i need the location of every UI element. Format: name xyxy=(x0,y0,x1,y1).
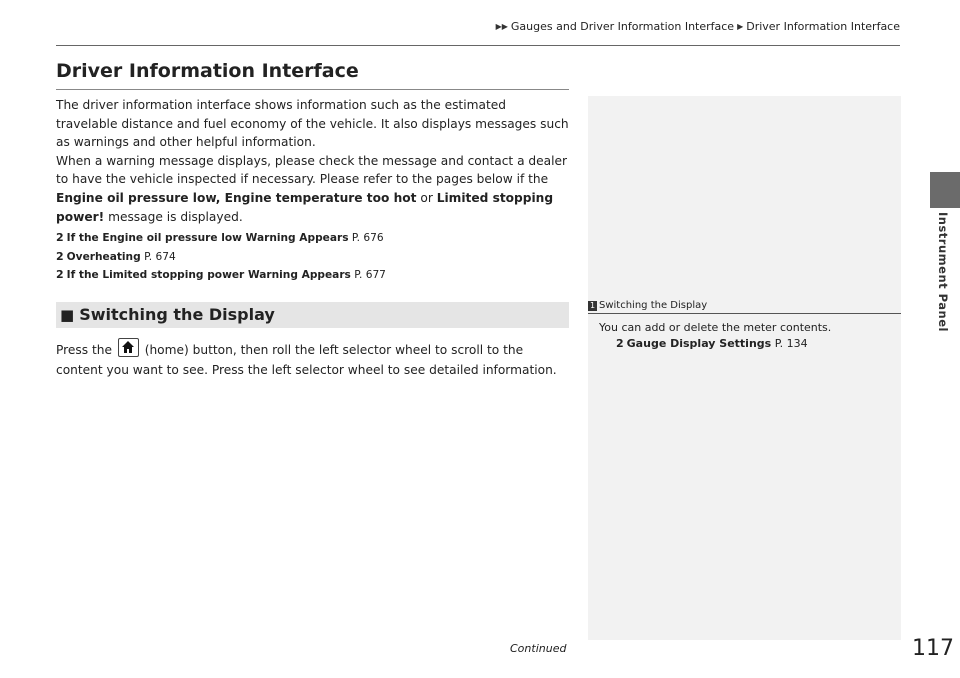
reference-page: P. 674 xyxy=(144,250,176,263)
home-icon xyxy=(118,338,139,357)
intro-bold-2: Limited stopping power! xyxy=(56,190,554,224)
intro-bold-1: Engine oil pressure low, Engine temperature too hot xyxy=(56,190,417,205)
section-title: Switching the Display xyxy=(79,305,275,325)
reference-page: P. 677 xyxy=(354,269,386,282)
note-reference-label: Gauge Display Settings xyxy=(626,337,772,350)
triangle-right-icon: ▶ xyxy=(737,22,744,31)
cross-reference-icon: 2 xyxy=(616,337,624,350)
page-number: 117 xyxy=(912,636,954,661)
reference-list xyxy=(56,229,569,285)
section-square-icon: ■ xyxy=(60,305,75,324)
reference-link-limited-stopping[interactable] xyxy=(56,266,569,285)
section-text-start: Press the xyxy=(56,342,116,357)
note-text: You can add or delete the meter contents. xyxy=(599,321,832,334)
intro-text: When a warning message displays, please check the message and contact a dealer to have the vehicle inspected if necessary. Please refer to the pages below if the xyxy=(56,153,568,187)
section-text-end: (home) button, then roll the left selector wheel to scroll to the content you want to see. Press the left selector wheel to see detailed information. xyxy=(56,342,557,377)
intro-tail: message is displayed. xyxy=(104,209,243,224)
reference-link-overheating[interactable] xyxy=(56,248,569,267)
note-heading-text: Switching the Display xyxy=(599,300,708,311)
intro-paragraph-1: The driver information interface shows information such as the estimated travelable distance and fuel economy of the vehicle. It also displays messages such as warnings and other helpful information. xyxy=(56,98,569,150)
note-marker-icon: 1 xyxy=(589,300,596,310)
breadcrumb-item-current[interactable]: Driver Information Interface xyxy=(746,20,900,33)
cross-reference-icon: 2 xyxy=(56,231,64,245)
reference-label: Overheating xyxy=(66,250,141,263)
note-reference-page: P. 134 xyxy=(774,337,808,350)
note-body xyxy=(599,320,831,352)
breadcrumb-item-gauges[interactable]: Gauges and Driver Information Interface xyxy=(510,20,735,33)
triangle-right-icon: ▶▶ xyxy=(495,22,508,31)
reference-label: If the Limited stopping power Warning Appears xyxy=(66,269,351,282)
header-divider xyxy=(56,45,900,46)
chapter-tab[interactable] xyxy=(930,172,960,208)
cross-reference-icon: 2 xyxy=(56,249,64,263)
intro-paragraph-2 xyxy=(56,152,569,226)
chapter-tab-label: Instrument Panel xyxy=(936,212,950,332)
note-reference-link[interactable] xyxy=(599,336,831,352)
section-header xyxy=(56,302,569,328)
note-heading xyxy=(588,300,901,314)
reference-link-oil-pressure[interactable] xyxy=(56,229,569,248)
cross-reference-icon: 2 xyxy=(56,268,64,282)
section-paragraph xyxy=(56,338,569,380)
main-content xyxy=(56,58,569,380)
intro-or: or xyxy=(416,190,437,205)
page-title: Driver Information Interface xyxy=(56,58,569,90)
note-panel xyxy=(588,96,901,640)
reference-label: If the Engine oil pressure low Warning Appears xyxy=(66,232,349,245)
reference-page: P. 676 xyxy=(351,232,384,245)
breadcrumb xyxy=(495,20,900,33)
continued-label: Continued xyxy=(510,642,567,655)
